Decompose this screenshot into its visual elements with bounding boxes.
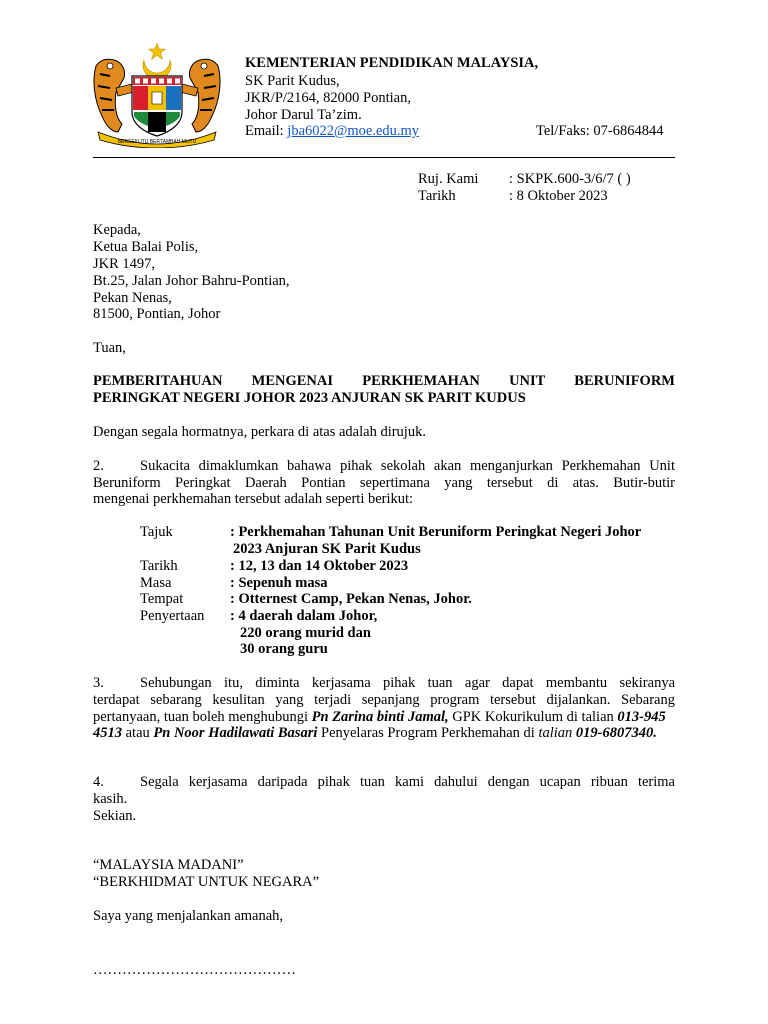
contact-name-noor: Pn Noor Hadilawati Basari bbox=[153, 725, 318, 741]
contact-name-zarina: Pn Zarina binti Jamal, bbox=[311, 709, 449, 725]
recipient-line-5: 81500, Pontian, Johor bbox=[93, 306, 221, 322]
ruj-value: : SKPK.600-3/6/7 ( ) bbox=[509, 171, 631, 187]
motto-2: “BERKHIDMAT UNTUK NEGARA” bbox=[93, 874, 320, 890]
signoff: Saya yang menjalankan amanah, bbox=[93, 908, 284, 924]
recipient-line-4: Pekan Nenas, bbox=[93, 290, 172, 306]
detail-masa-label: Masa bbox=[140, 575, 172, 591]
email-row bbox=[245, 123, 419, 140]
para3-line-4-talian: talian bbox=[538, 725, 573, 741]
paragraph-1: Dengan segala hormatnya, perkara di atas adalah dirujuk. bbox=[93, 424, 426, 440]
email-label: Email: bbox=[245, 123, 284, 139]
detail-penyertaan-label: Penyertaan bbox=[140, 608, 205, 624]
crescent-star-icon bbox=[143, 43, 171, 79]
org-name: KEMENTERIAN PENDIDIKAN MALAYSIA, bbox=[245, 55, 539, 71]
recipient-line-3: Bt.25, Jalan Johor Bahru-Pontian, bbox=[93, 273, 290, 289]
detail-tarikh-value: : 12, 13 dan 14 Oktober 2023 bbox=[230, 558, 409, 574]
phone-fax: Tel/Faks: 07-6864844 bbox=[536, 123, 664, 139]
para3-line-3-text-c: GPK Kokurikulum di talian bbox=[448, 709, 618, 725]
detail-penyertaan-value-3: 30 orang guru bbox=[240, 641, 328, 657]
tarikh-value: : 8 Oktober 2023 bbox=[509, 188, 608, 204]
para3-line-3-text-a: pertanyaan, tuan boleh menghubungi bbox=[93, 709, 312, 725]
detail-tempat-label: Tempat bbox=[140, 591, 184, 607]
subject-line-2: PERINGKAT NEGERI JOHOR 2023 ANJURAN SK PARIT KUDUS bbox=[93, 390, 526, 406]
shield-icon bbox=[132, 76, 182, 136]
para4-number: 4. bbox=[93, 774, 104, 790]
address-line-1: JKR/P/2164, 82000 Pontian, bbox=[245, 90, 411, 106]
closing-sekian: Sekian. bbox=[93, 808, 137, 824]
para3-number: 3. bbox=[93, 675, 104, 691]
para3-line-1: Sehubungan itu, diminta kerjasama pihak tuan agar dapat membantu sekiranya bbox=[140, 675, 675, 691]
left-tiger-icon bbox=[94, 59, 134, 132]
contact-phone-1a: 013-945 bbox=[617, 709, 666, 725]
ruj-label: Ruj. Kami bbox=[418, 171, 479, 187]
detail-tempat-value: : Otternest Camp, Pekan Nenas, Johor. bbox=[230, 591, 472, 607]
recipient-line-1: Ketua Balai Polis, bbox=[93, 239, 199, 255]
address-line-2: Johor Darul Ta’zim. bbox=[245, 107, 362, 123]
motto-1: “MALAYSIA MADANI” bbox=[93, 857, 244, 873]
tarikh-label: Tarikh bbox=[418, 188, 456, 204]
email-link[interactable]: jba6022@moe.edu.my bbox=[287, 123, 420, 139]
signature-line: …………………………………… bbox=[93, 962, 296, 978]
salutation: Tuan, bbox=[93, 340, 126, 356]
para3-line-4-text-d: Penyelaras Program Perkhemahan di bbox=[317, 725, 539, 741]
subject-line-1: PEMBERITAHUAN MENGENAI PERKHEMAHAN UNIT BERUNIFORM bbox=[93, 373, 675, 389]
recipient-kepada: Kepada, bbox=[93, 222, 141, 238]
para2-line-3: mengenai perkhemahan tersebut adalah seperti berikut: bbox=[93, 491, 414, 507]
contact-phone-1b: 4513 bbox=[93, 725, 122, 741]
detail-penyertaan-value-2: 220 orang murid dan bbox=[240, 625, 371, 641]
detail-tajuk-label: Tajuk bbox=[140, 524, 173, 540]
para2-line-1: Sukacita dimaklumkan bahawa pihak sekolah akan menganjurkan Perkhemahan Unit bbox=[140, 458, 675, 474]
detail-tarikh-label: Tarikh bbox=[140, 558, 178, 574]
header-divider bbox=[93, 157, 675, 158]
school-name: SK Parit Kudus, bbox=[245, 73, 340, 89]
para3-line-2: terdapat sebarang kesulitan yang terjadi sepanjang program tersebut dijalankan. Sebarang bbox=[93, 692, 675, 708]
para3-line-4 bbox=[93, 725, 657, 742]
para2-line-2: Beruniform Peringkat Daerah Pontian sepertimana yang tersebut di atas. Butir-butir bbox=[93, 475, 675, 491]
para4-line-1: Segala kerjasama daripada pihak tuan kami dahului dengan ucapan ribuan terima bbox=[140, 774, 675, 790]
para3-line-4-text-b: atau bbox=[122, 725, 154, 741]
right-tiger-icon bbox=[180, 59, 220, 132]
detail-tajuk-value-2: 2023 Anjuran SK Parit Kudus bbox=[233, 541, 421, 557]
contact-phone-2: 019-6807340. bbox=[572, 725, 657, 741]
para3-line-3 bbox=[93, 709, 666, 726]
para2-number: 2. bbox=[93, 458, 104, 474]
detail-penyertaan-value-1: : 4 daerah dalam Johor, bbox=[230, 608, 378, 624]
crest-ribbon-text: BERSEKUTU BERTAMBAH MUTU bbox=[117, 139, 197, 145]
coat-of-arms-logo bbox=[88, 40, 226, 148]
recipient-line-2: JKR 1497, bbox=[93, 256, 156, 272]
para4-line-2: kasih. bbox=[93, 791, 128, 807]
detail-tajuk-value-1: : Perkhemahan Tahunan Unit Beruniform Peringkat Negeri Johor bbox=[230, 524, 642, 540]
detail-masa-value: : Sepenuh masa bbox=[230, 575, 328, 591]
